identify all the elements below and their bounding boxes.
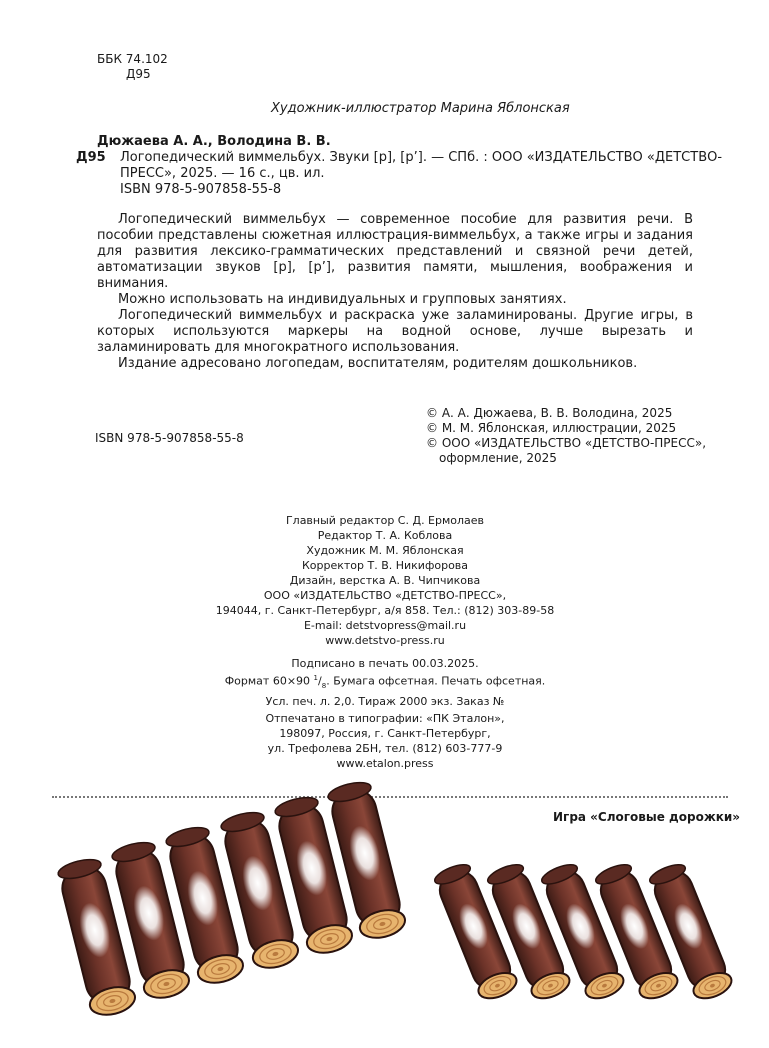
publisher-line: ООО «ИЗДАТЕЛЬСТВО «ДЕТСТВО-ПРЕСС», [263,589,507,602]
annotation-paragraph: Можно использовать на индивидуальных и групповых занятиях. [118,292,567,307]
log [538,860,627,1003]
print-run: Усл. печ. л. 2,0. Тираж 2000 экз. Заказ № [265,694,505,708]
log [218,809,301,972]
log [55,856,138,1019]
credits-block [210,513,560,588]
log [592,860,681,1003]
copyright-line: © ООО «ИЗДАТЕЛЬСТВО «ДЕТСТВО-ПРЕСС», [426,436,707,450]
illustrator-line: Художник-иллюстратор Марина Яблонская [271,101,570,116]
credit-line: Редактор Т. А. Коблова [317,529,453,542]
log [272,794,355,957]
bibliography-isbn: ISBN 978-5-907858-55-8 [120,182,282,197]
publisher-line: www.detstvo-press.ru [325,634,445,647]
bibliography-mark: Д95 [76,150,106,165]
publisher-block [210,588,560,648]
bibliography-line-2: ПРЕСС», 2025. — 16 с., цв. ил. [120,166,325,181]
credit-line: Главный редактор С. Д. Ермолаев [285,514,485,527]
print-format-prefix: Формат 60×90 [224,674,314,688]
log [109,839,192,1002]
annotation-paragraph: Издание адресовано логопедам, воспитателям, родителям дошкольников. [118,356,638,371]
log [325,779,408,942]
printer-block [210,711,560,771]
copyright-block [426,406,706,466]
printer-line: ул. Трефолева 2БН, тел. (812) 603-777-9 [267,742,503,755]
author-mark-code: Д95 [126,67,151,81]
log [484,860,573,1003]
publisher-line: 194044, г. Санкт-Петербург, а/я 858. Тел.: (812) 303-89-58 [215,604,555,617]
log [163,824,246,987]
print-signed: Подписано в печать 00.03.2025. [291,657,479,670]
credit-line: Дизайн, верстка А. В. Чипчикова [289,574,481,587]
print-format-num: 1 [313,674,319,682]
bibliography-line-1: Логопедический виммельбух. Звуки [р], [р’]. — СПб. : ООО «ИЗДАТЕЛЬСТВО «ДЕТСТВО- [120,150,723,165]
cut-line-divider [52,796,728,798]
print-info-block [210,656,560,709]
annotation [97,212,693,372]
publisher-line: E-mail: detstvopress@mail.ru [303,619,467,632]
printer-line: www.etalon.press [336,757,434,770]
isbn-left: ISBN 978-5-907858-55-8 [95,431,244,445]
bbk-code: ББК 74.102 [97,52,168,66]
authors: Дюжаева А. А., Володина В. В. [97,134,331,149]
game-title: Игра «Слоговые дорожки» [553,810,741,824]
annotation-paragraph: Логопедический виммельбух — современное пособие для развития речи. В пособии представлены сюжетная иллюстрация-виммельбух, а также игры и задания для развития лексико-грамматических представлений и связной речи детей, автоматизации звуков [р], [р’], развития памяти, мышления, воображения и внимания. [97,212,693,291]
printer-line: 198097, Россия, г. Санкт-Петербург, [279,727,491,740]
copyright-line: © М. М. Яблонская, иллюстрации, 2025 [426,421,677,435]
log [431,860,520,1003]
credit-line: Корректор Т. В. Никифорова [301,559,469,572]
printer-line: Отпечатано в типографии: «ПК Эталон», [265,712,505,725]
copyright-line: оформление, 2025 [439,451,557,465]
annotation-paragraph: Логопедический виммельбух и раскраска уже заламинированы. Другие игры, в которых используются маркеры на водной основе, лучше вырезать и заламинировать для многократного использования. [97,308,693,355]
credit-line: Художник М. М. Яблонская [306,544,464,557]
print-format-den: 8 [321,681,327,690]
print-format-suffix: . Бумага офсетная. Печать офсетная. [326,674,546,688]
copyright-line: © А. А. Дюжаева, В. В. Володина, 2025 [426,406,673,420]
print-format: Формат 60×90 $^1/_8$. Бумага офсетная. Печать офсетная. [224,674,546,690]
log [646,860,735,1003]
